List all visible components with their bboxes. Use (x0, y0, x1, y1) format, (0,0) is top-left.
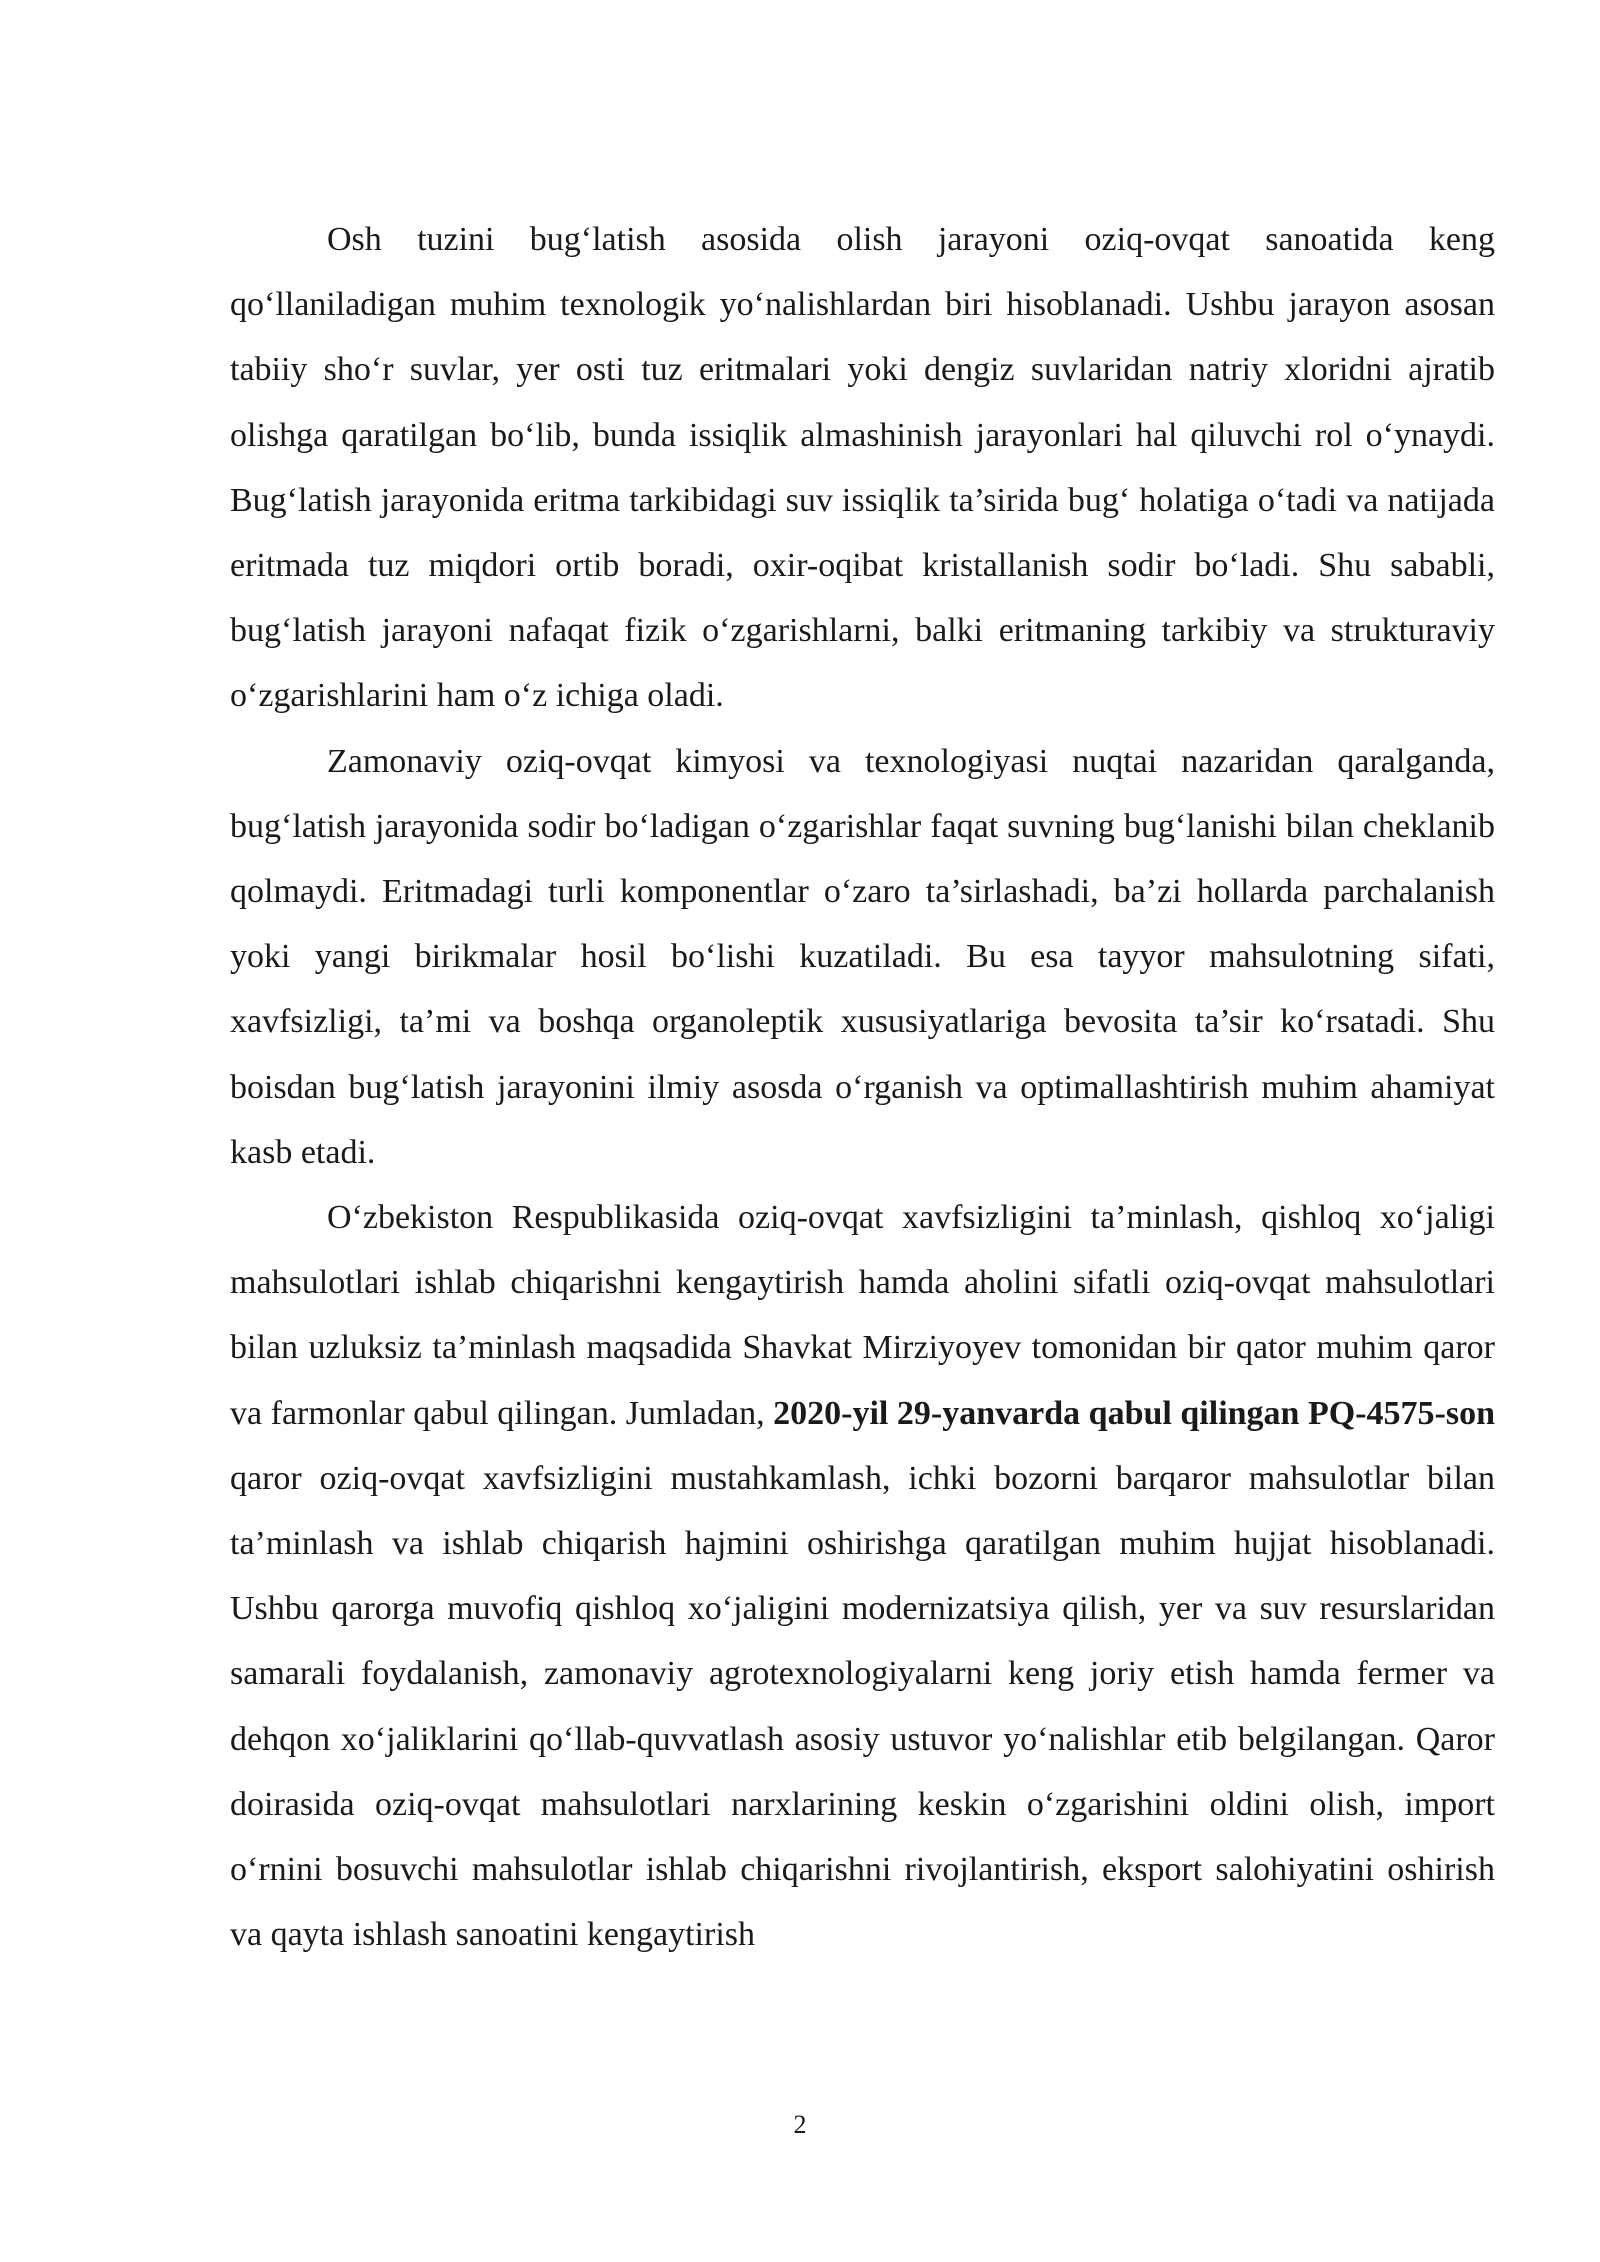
paragraph-3 (230, 1185, 1495, 1967)
paragraph-3-rest: qaror oziq-ovqat xavfsizligini mustahkamlash, ichki bozorni barqaror mahsulotlar bilan ta’minlash va ishlab chiqarish hajmini oshirishga qaratilgan muhim hujjat hisoblanadi. Ushbu qarorga muvofiq qishloq xo‘jaligini modernizatsiya qilish, yer va suv resurslaridan samarali foydalanish, zamonaviy agrotexnologiyalarni keng joriy etish hamda fermer va dehqon xo‘jaliklarini qo‘llab-quvvatlash asosiy ustuvor yo‘nalishlar etib belgilangan. Qaror doirasida oziq-ovqat mahsulotlari narxlarining keskin o‘zgarishini oldini olish, import o‘rnini bosuvchi mahsulotlar ishlab chiqarishni rivojlantirish, eksport salohiyatini oshirish va qayta ishlash sanoatini kengaytirish (230, 1459, 1495, 1954)
paragraph-3-intro: O‘zbekiston Respublikasida oziq-ovqat xavfsizligini ta’minlash, qishloq xo‘jaligi mahsulotlari ishlab chiqarishni kengaytirish hamda aholini sifatli oziq-ovqat mahsulotlari bilan uzluksiz ta’minlash maqsadida Shavkat Mirziyoyev tomonidan bir qator muhim qaror va farmonlar qabul qilingan. Jumladan, (230, 1199, 1495, 1432)
body-text (230, 207, 1495, 1967)
paragraph-1: Osh tuzini bug‘latish asosida olish jarayoni oziq-ovqat sanoatida keng qo‘llaniladigan muhim texnologik yo‘nalishlardan biri hisoblanadi. Ushbu jarayon asosan tabiiy sho‘r suvlar, yer osti tuz eritmalari yoki dengiz suvlaridan natriy xloridni ajratib olishga qaratilgan bo‘lib, bunda issiqlik almashinish jarayonlari hal qiluvchi rol o‘ynaydi. Bug‘latish jarayonida eritma tarkibidagi suv issiqlik ta’sirida bug‘ holatiga o‘tadi va natijada eritmada tuz miqdori ortib boradi, oxir-oqibat kristallanish sodir bo‘ladi. Shu sababli, bug‘latish jarayoni nafaqat fizik o‘zgarishlarni, balki eritmaning tarkibiy va strukturaviy o‘zgarishlarini ham o‘z ichiga oladi. (230, 221, 1495, 715)
paragraph-2: Zamonaviy oziq-ovqat kimyosi va texnologiyasi nuqtai nazaridan qaralganda, bug‘latish jarayonida sodir bo‘ladigan o‘zgarishlar faqat suvning bug‘lanishi bilan cheklanib qolmaydi. Eritmadagi turli komponentlar o‘zaro ta’sirlashadi, ba’zi hollarda parchalanish yoki yangi birikmalar hosil bo‘lishi kuzatiladi. Bu esa tayyor mahsulotning sifati, xavfsizligi, ta’mi va boshqa organoleptik xususiyatlariga bevosita ta’sir ko‘rsatadi. Shu boisdan bug‘latish jarayonini ilmiy asosda o‘rganish va optimallashtirish muhim ahamiyat kasb etadi. (230, 742, 1495, 1171)
page-number: 2 (793, 2110, 807, 2139)
decree-reference: 2020-yil 29-yanvarda qabul qilingan PQ-4575-son (773, 1394, 1496, 1432)
